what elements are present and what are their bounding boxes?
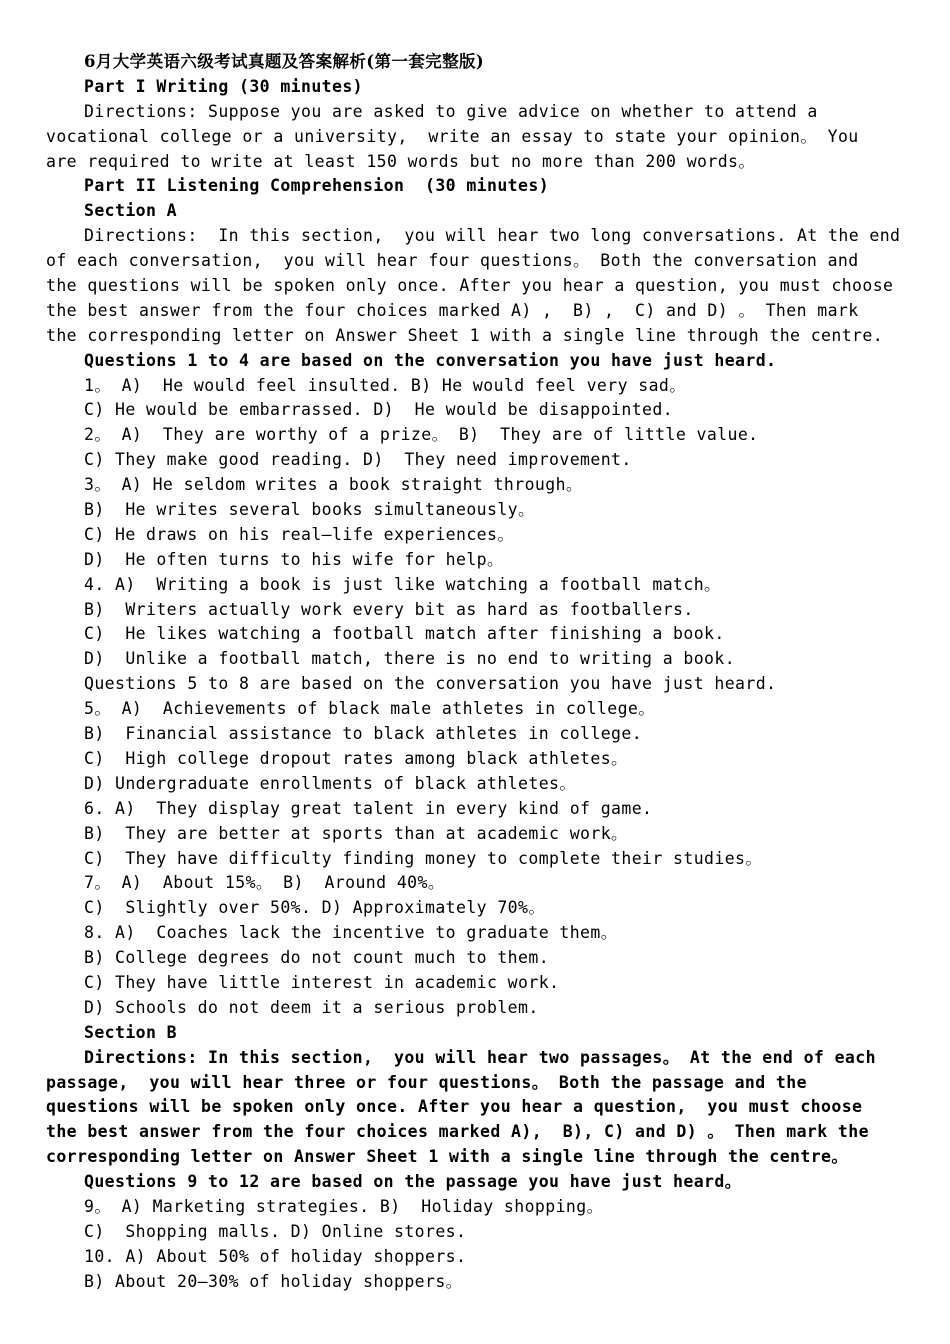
text-line: Section A [84,201,178,221]
text-line: corresponding letter on Answer Sheet 1 with a single line through the centre。 [46,1147,849,1167]
text-line: C) He would be embarrassed. D) He would be disappointed. [84,400,674,420]
text-line: C) High college dropout rates among black athletes。 [84,748,628,768]
text-line: D) Schools do not deem it a serious problem. [84,997,539,1017]
text-line: Directions: In this section, you will hear two passages。 At the end of each [84,1047,876,1067]
text-line: Questions 1 to 4 are based on the conversation you have just heard. [84,350,777,370]
text-line: C) Slightly over 50%. D) Approximately 70%。 [84,898,546,918]
text-line: 3。 A) He seldom writes a book straight through。 [84,475,583,495]
text-line: the questions will be spoken only once. After you hear a question, you must choose [46,276,894,296]
text-line: passage, you will hear three or four questions。 Both the passage and the [46,1072,807,1092]
text-line: C) He likes watching a football match after finishing a book. [84,624,725,644]
text-line: 6月大学英语六级考试真题及答案解析(第一套完整版) [84,52,485,71]
text-line: 9。 A) Marketing strategies. B) Holiday shopping。 [84,1196,604,1216]
text-line: the best answer from the four choices marked A), B), C) and D) 。 Then mark the [46,1122,869,1142]
text-line: the corresponding letter on Answer Sheet 1 with a single line through the centre. [46,325,884,345]
text-line: 5。 A) Achievements of black male athletes in college。 [84,699,656,719]
text-line: questions will be spoken only once. After you hear a question, you must choose [46,1097,863,1117]
text-line: Directions: Suppose you are asked to give advice on whether to attend a [84,101,818,121]
text-line: B) He writes several books simultaneously。 [84,500,535,520]
text-line: D) Undergraduate enrollments of black athletes。 [84,773,577,793]
text-line: of each conversation, you will hear four questions。 Both the conversation and [46,251,859,271]
text-line: B) College degrees do not count much to them. [84,948,550,968]
text-line: 6. A) They display great talent in every kind of game. [84,798,653,818]
text-line: Directions: In this section, you will hear two long conversations. At the end [84,226,901,246]
text-line: Part II Listening Comprehension (30 minutes) [84,176,550,196]
text-line: Part I Writing (30 minutes) [84,76,364,96]
text-line: 1。 A) He would feel insulted. B) He would feel very sad。 [84,375,687,395]
text-line: C) Shopping malls. D) Online stores. [84,1221,467,1241]
text-line: C) They make good reading. D) They need improvement. [84,450,632,470]
text-line: B) They are better at sports than at academic work。 [84,823,628,843]
text-line: Questions 9 to 12 are based on the passage you have just heard。 [84,1172,742,1192]
text-line: 7。 A) About 15%。 B) Around 40%。 [84,873,445,893]
text-line: 8. A) Coaches lack the incentive to graduate them。 [84,923,618,943]
text-line: D) He often turns to his wife for help。 [84,549,504,569]
text-line: D) Unlike a football match, there is no end to writing a book. [84,649,736,669]
text-line: 10. A) About 50% of holiday shoppers. [84,1246,467,1266]
text-line: C) They have difficulty finding money to complete their studies。 [84,848,763,868]
text-line: 4. A) Writing a book is just like watching a football match。 [84,574,721,594]
text-line: the best answer from the four choices marked A) , B) , C) and D) 。 Then mark [46,300,859,320]
text-line: Questions 5 to 8 are based on the conversation you have just heard. [84,674,777,694]
text-line: B) Writers actually work every bit as hard as footballers. [84,599,694,619]
text-line: are required to write at least 150 words but no more than 200 words。 [46,151,756,171]
text-line: C) He draws on his real—life experiences。 [84,524,515,544]
text-line: B) Financial assistance to black athletes in college. [84,724,643,744]
text-line: B) About 20—30% of holiday shoppers。 [84,1271,463,1291]
document-page [46,50,906,1295]
text-line: C) They have little interest in academic work. [84,972,560,992]
text-line: 2。 A) They are worthy of a prize。 B) They are of little value. [84,425,759,445]
text-line: vocational college or a university, write an essay to state your opinion。 You [46,126,859,146]
text-line: Section B [84,1022,178,1042]
